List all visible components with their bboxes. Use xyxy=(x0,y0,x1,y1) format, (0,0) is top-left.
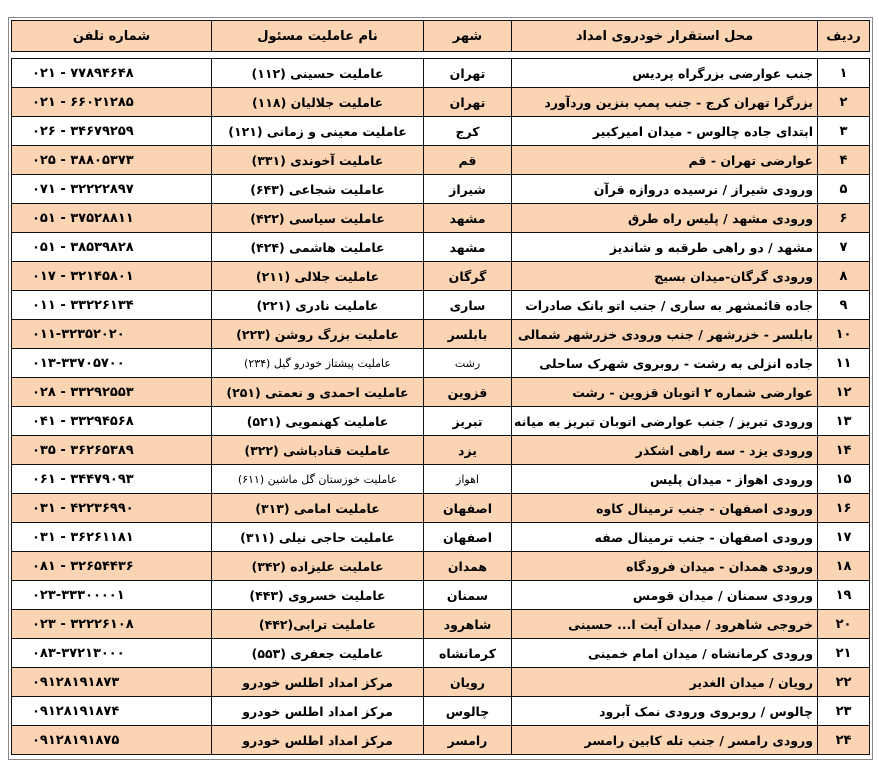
city-cell: مشهد xyxy=(424,204,512,233)
city-cell: چالوس xyxy=(424,697,512,726)
table-row xyxy=(12,407,870,436)
location-cell: عوارضی تهران - قم xyxy=(512,146,818,175)
row-number: ۱ xyxy=(818,59,870,88)
table-row xyxy=(12,726,870,755)
location-cell: ورودی کرمانشاه / میدان امام خمینی xyxy=(512,639,818,668)
phone-cell: ۰۲۶ - ۳۴۶۷۹۲۵۹ xyxy=(12,117,212,146)
city-cell: ساری xyxy=(424,291,512,320)
header-radif: ردیف xyxy=(818,21,870,52)
agent-cell: عاملیت معینی و زمانی (۱۲۱) xyxy=(212,117,424,146)
row-number: ۳ xyxy=(818,117,870,146)
row-number: ۴ xyxy=(818,146,870,175)
row-number: ۸ xyxy=(818,262,870,291)
agent-cell: عاملیت خوزستان گل ماشین (۶۱۱) xyxy=(212,465,424,494)
agent-cell: عاملیت هاشمی (۴۲۴) xyxy=(212,233,424,262)
agent-cell: عاملیت سیاسی (۴۲۲) xyxy=(212,204,424,233)
row-number: ۷ xyxy=(818,233,870,262)
location-cell: ورودی سمنان / میدان قومس xyxy=(512,581,818,610)
data-table xyxy=(11,58,870,755)
city-cell: شاهرود xyxy=(424,610,512,639)
city-cell: رامسر xyxy=(424,726,512,755)
city-cell: اهواز xyxy=(424,465,512,494)
header-agent: نام عاملیت مسئول xyxy=(212,21,424,52)
agent-cell: عاملیت ترابی(۴۴۲) xyxy=(212,610,424,639)
row-number: ۱۳ xyxy=(818,407,870,436)
table-row xyxy=(12,610,870,639)
city-cell: تبریز xyxy=(424,407,512,436)
table-row xyxy=(12,494,870,523)
agent-cell: عاملیت شجاعی (۶۴۳) xyxy=(212,175,424,204)
header-city: شهر xyxy=(424,21,512,52)
location-cell: ورودی شیراز / نرسیده دروازه قرآن xyxy=(512,175,818,204)
city-cell: شیراز xyxy=(424,175,512,204)
city-cell: مشهد xyxy=(424,233,512,262)
city-cell: همدان xyxy=(424,552,512,581)
row-number: ۲ xyxy=(818,88,870,117)
city-cell: تهران xyxy=(424,88,512,117)
location-cell: رویان / میدان الغدیر xyxy=(512,668,818,697)
agent-cell: عاملیت امامی (۳۱۳) xyxy=(212,494,424,523)
row-number: ۱۵ xyxy=(818,465,870,494)
location-cell: ابتدای جاده چالوس - میدان امیرکبیر xyxy=(512,117,818,146)
agent-cell: عاملیت حاجی نیلی (۳۱۱) xyxy=(212,523,424,552)
location-cell: جاده انزلی به رشت - روبروی شهرک ساحلی xyxy=(512,349,818,378)
location-cell: عوارضی شماره ۲ اتوبان قزوین - رشت xyxy=(512,378,818,407)
city-cell: رویان xyxy=(424,668,512,697)
table-row xyxy=(12,291,870,320)
phone-cell: ۰۶۱ - ۳۴۴۷۹۰۹۳ xyxy=(12,465,212,494)
agent-cell: عاملیت کهنمویی (۵۲۱) xyxy=(212,407,424,436)
table-row xyxy=(12,581,870,610)
row-number: ۱۱ xyxy=(818,349,870,378)
city-cell: قم xyxy=(424,146,512,175)
city-cell: اصفهان xyxy=(424,523,512,552)
row-number: ۶ xyxy=(818,204,870,233)
location-cell: جاده قائمشهر به ساری / جنب اتو بانک صادرات xyxy=(512,291,818,320)
agent-cell: مرکز امداد اطلس خودرو xyxy=(212,668,424,697)
phone-cell: ۰۹۱۲۸۱۹۱۸۷۳ xyxy=(12,668,212,697)
phone-cell: ۰۳۵ - ۳۶۲۶۵۳۸۹ xyxy=(12,436,212,465)
city-cell: یزد xyxy=(424,436,512,465)
phone-cell: ۰۹۱۲۸۱۹۱۸۷۴ xyxy=(12,697,212,726)
agent-cell: عاملیت بزرگ روشن (۲۲۳) xyxy=(212,320,424,349)
row-number: ۱۹ xyxy=(818,581,870,610)
phone-cell: ۰۵۱ - ۳۸۵۳۹۸۲۸ xyxy=(12,233,212,262)
agent-cell: مرکز امداد اطلس خودرو xyxy=(212,697,424,726)
city-cell: اصفهان xyxy=(424,494,512,523)
agent-cell: عاملیت آخوندی (۳۳۱) xyxy=(212,146,424,175)
table-row xyxy=(12,146,870,175)
table-row xyxy=(12,175,870,204)
phone-cell: ۰۸۱ - ۳۲۶۵۴۴۳۶ xyxy=(12,552,212,581)
phone-cell: ۰۲۱ - ۷۷۸۹۴۶۴۸ xyxy=(12,59,212,88)
agent-cell: عاملیت جعفری (۵۵۳) xyxy=(212,639,424,668)
row-number: ۲۳ xyxy=(818,697,870,726)
row-number: ۱۸ xyxy=(818,552,870,581)
location-cell: ورودی مشهد / پلیس راه طرق xyxy=(512,204,818,233)
phone-cell: ۰۷۱ - ۳۲۲۲۲۸۹۷ xyxy=(12,175,212,204)
agent-cell: عاملیت احمدی و نعمتی (۲۵۱) xyxy=(212,378,424,407)
location-cell: ورودی اصفهان - جنب ترمینال کاوه xyxy=(512,494,818,523)
row-number: ۱۲ xyxy=(818,378,870,407)
row-number: ۱۷ xyxy=(818,523,870,552)
location-cell: مشهد / دو راهی طرقبه و شاندیز xyxy=(512,233,818,262)
row-number: ۱۶ xyxy=(818,494,870,523)
table-row xyxy=(12,465,870,494)
row-number: ۵ xyxy=(818,175,870,204)
row-number: ۲۱ xyxy=(818,639,870,668)
city-cell: کرمانشاه xyxy=(424,639,512,668)
location-cell: خروجی شاهرود / میدان آیت ا... حسینی xyxy=(512,610,818,639)
agent-cell: عاملیت جلالیان (۱۱۸) xyxy=(212,88,424,117)
row-number: ۲۰ xyxy=(818,610,870,639)
phone-cell: ۰۱۷ - ۳۲۱۴۵۸۰۱ xyxy=(12,262,212,291)
location-cell: ورودی همدان - میدان فرودگاه xyxy=(512,552,818,581)
table-row xyxy=(12,378,870,407)
row-number: ۱۰ xyxy=(818,320,870,349)
header-location: محل استقرار خودروی امداد xyxy=(512,21,818,52)
city-cell: تهران xyxy=(424,59,512,88)
agent-cell: عاملیت جلالی (۲۱۱) xyxy=(212,262,424,291)
table-row xyxy=(12,436,870,465)
location-cell: چالوس / روبروی ورودی نمک آبرود xyxy=(512,697,818,726)
table-row xyxy=(12,639,870,668)
phone-cell: ۰۵۱ - ۳۷۵۲۸۸۱۱ xyxy=(12,204,212,233)
city-cell: گرگان xyxy=(424,262,512,291)
row-number: ۲۴ xyxy=(818,726,870,755)
location-cell: ورودی رامسر / جنب تله کابین رامسر xyxy=(512,726,818,755)
phone-cell: ۰۴۱ - ۳۳۲۹۴۵۶۸ xyxy=(12,407,212,436)
row-number: ۱۴ xyxy=(818,436,870,465)
header-row xyxy=(12,21,870,52)
agent-cell: عاملیت علیزاده (۳۴۲) xyxy=(212,552,424,581)
table-body xyxy=(12,59,870,755)
phone-cell: ۰۲۳-۳۳۳۰۰۰۰۱ xyxy=(12,581,212,610)
city-cell: قزوین xyxy=(424,378,512,407)
phone-cell: ۰۲۸ - ۳۳۲۹۲۵۵۳ xyxy=(12,378,212,407)
phone-cell: ۰۲۱ - ۶۶۰۲۱۲۸۵ xyxy=(12,88,212,117)
phone-cell: ۰۳۱ - ۳۶۲۶۱۱۸۱ xyxy=(12,523,212,552)
city-cell: بابلسر xyxy=(424,320,512,349)
phone-cell: ۰۹۱۲۸۱۹۱۸۷۵ xyxy=(12,726,212,755)
table-row xyxy=(12,523,870,552)
phone-cell: ۰۲۳ - ۳۲۲۲۶۱۰۸ xyxy=(12,610,212,639)
agent-cell: عاملیت خسروی (۴۴۳) xyxy=(212,581,424,610)
city-cell: رشت xyxy=(424,349,512,378)
location-cell: ورودی یزد - سه راهی اشکذر xyxy=(512,436,818,465)
phone-cell: ۰۱۳-۳۳۷۰۵۷۰۰ xyxy=(12,349,212,378)
row-number: ۹ xyxy=(818,291,870,320)
table-row xyxy=(12,668,870,697)
city-cell: سمنان xyxy=(424,581,512,610)
table-row xyxy=(12,117,870,146)
agent-cell: مرکز امداد اطلس خودرو xyxy=(212,726,424,755)
location-cell: ورودی اصفهان - جنب ترمینال صفه xyxy=(512,523,818,552)
table-row xyxy=(12,320,870,349)
phone-cell: ۰۲۵ - ۳۸۸۰۵۳۷۳ xyxy=(12,146,212,175)
agent-cell: عاملیت قنادباشی (۳۲۲) xyxy=(212,436,424,465)
location-cell: ورودی گرگان-میدان بسیج xyxy=(512,262,818,291)
phone-cell: ۰۱۱-۳۲۳۵۲۰۲۰ xyxy=(12,320,212,349)
header-phone: شماره تلفن xyxy=(12,21,212,52)
phone-cell: ۰۸۳-۳۷۲۱۳۰۰۰ xyxy=(12,639,212,668)
agent-cell: عاملیت نادری (۲۲۱) xyxy=(212,291,424,320)
location-cell: جنب عوارضی بزرگراه پردیس xyxy=(512,59,818,88)
agent-cell: عاملیت پیشتاز خودرو گیل (۲۳۴) xyxy=(212,349,424,378)
phone-cell: ۰۱۱ - ۳۳۲۲۶۱۳۴ xyxy=(12,291,212,320)
table-row xyxy=(12,262,870,291)
header-table xyxy=(11,20,870,52)
table-row xyxy=(12,233,870,262)
table-row xyxy=(12,204,870,233)
agent-cell: عاملیت حسینی (۱۱۲) xyxy=(212,59,424,88)
phone-cell: ۰۳۱ - ۴۲۲۳۶۹۹۰ xyxy=(12,494,212,523)
city-cell: کرج xyxy=(424,117,512,146)
table-row xyxy=(12,697,870,726)
table-row xyxy=(12,59,870,88)
location-cell: بابلسر - خزرشهر / جنب ورودی خزرشهر شمالی xyxy=(512,320,818,349)
row-number: ۲۲ xyxy=(818,668,870,697)
table-row xyxy=(12,552,870,581)
location-cell: ورودی اهواز - میدان پلیس xyxy=(512,465,818,494)
table-row xyxy=(12,88,870,117)
table-row xyxy=(12,349,870,378)
location-cell: بزرگرا تهران کرج - جنب پمپ بنزین وردآورد xyxy=(512,88,818,117)
location-cell: ورودی تبریز / جنب عوارضی اتوبان تبریز به میانه xyxy=(512,407,818,436)
